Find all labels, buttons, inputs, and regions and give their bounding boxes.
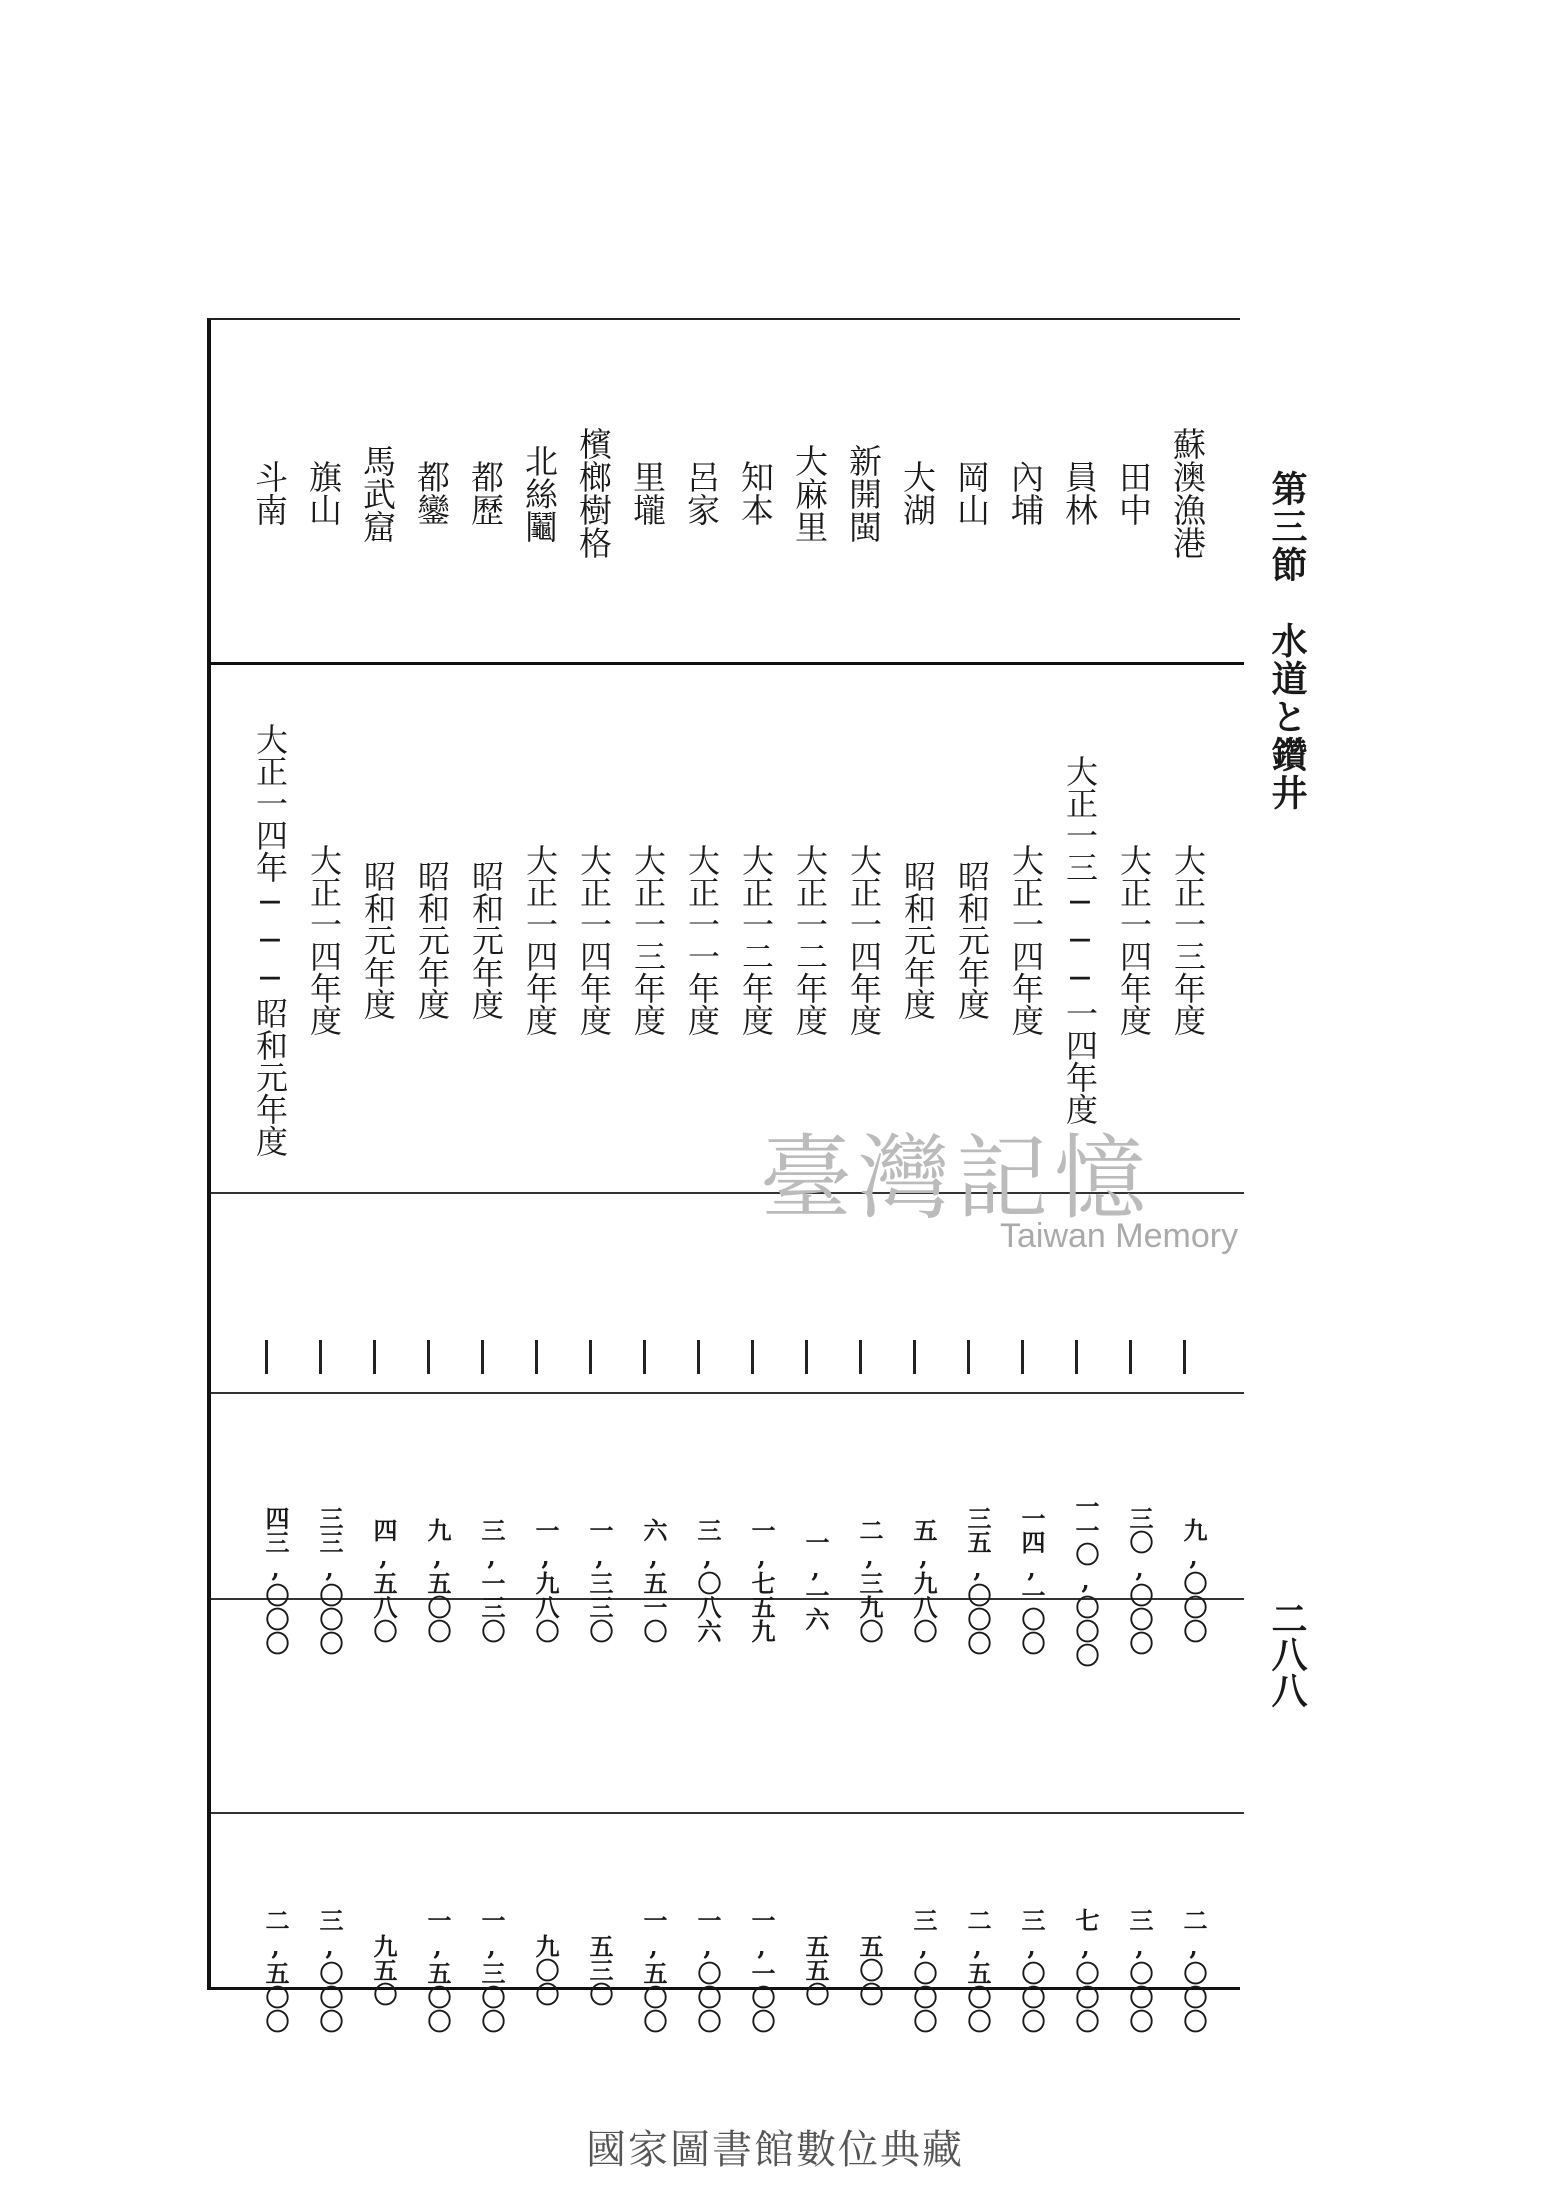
period: 昭和元年度 bbox=[413, 860, 451, 1020]
watermark-chinese: 臺灣記憶 bbox=[760, 1125, 1153, 1232]
dash-line bbox=[859, 1340, 862, 1374]
amount-primary: 一,三三〇 bbox=[585, 1517, 614, 1643]
period: 大正一四年度 bbox=[305, 844, 343, 1036]
amount-secondary: 九五〇 bbox=[369, 1934, 398, 2006]
amount-primary: 二,三九〇 bbox=[855, 1517, 884, 1643]
amount-primary: 九,五〇〇 bbox=[423, 1517, 452, 1643]
place-name: 呂家 bbox=[682, 460, 721, 526]
amount-primary: 三,〇八六 bbox=[693, 1517, 722, 1643]
place-name: 岡山 bbox=[952, 460, 991, 526]
place-name: 里壠 bbox=[628, 460, 667, 526]
table-column bbox=[347, 320, 401, 2006]
footer-library-name: 國家圖書館數位典藏 bbox=[586, 2127, 964, 2173]
amount-primary: 三三,〇〇〇 bbox=[315, 1505, 344, 1655]
amount-primary: 一四,一〇〇 bbox=[1017, 1505, 1046, 1655]
dash-line bbox=[913, 1340, 916, 1374]
period: 大正一四年度 bbox=[1115, 844, 1153, 1036]
watermark bbox=[760, 1105, 1240, 1265]
place-name: 都鑾 bbox=[412, 460, 451, 526]
place-name: 北絲鬮 bbox=[520, 443, 559, 543]
period: 大正一四年度 bbox=[575, 844, 613, 1036]
place-name: 新開閩 bbox=[844, 443, 883, 543]
dash-mark bbox=[455, 1340, 509, 1380]
dash-mark bbox=[239, 1340, 293, 1380]
dash-line bbox=[319, 1340, 322, 1374]
dash-mark bbox=[671, 1340, 725, 1380]
amount-secondary: 五三〇 bbox=[585, 1934, 614, 2006]
place-name: 內埔 bbox=[1006, 460, 1045, 526]
period: 大正一二年度 bbox=[791, 844, 829, 1036]
dash-line bbox=[643, 1340, 646, 1374]
period: 大正一四年───昭和元年度 bbox=[251, 723, 289, 1157]
place-name: 斗南 bbox=[250, 460, 289, 526]
amount-primary: 一,七五九 bbox=[747, 1517, 776, 1643]
dash-line bbox=[751, 1340, 754, 1374]
amount-primary: 一一〇,〇〇〇 bbox=[1071, 1493, 1100, 1667]
table-column bbox=[455, 320, 509, 2033]
table-column bbox=[401, 320, 455, 2033]
dash-mark bbox=[401, 1340, 455, 1380]
amount-primary: 六,五一〇 bbox=[639, 1517, 668, 1643]
page-number: 二八八 bbox=[1266, 1600, 1308, 1708]
dash-mark bbox=[779, 1340, 833, 1380]
amount-secondary: 一,五〇〇 bbox=[423, 1907, 452, 2033]
amount-secondary: 九〇〇 bbox=[531, 1934, 560, 2006]
dash-line bbox=[697, 1340, 700, 1374]
amount-primary: 三〇,〇〇〇 bbox=[1125, 1505, 1154, 1655]
amount-secondary: 三,〇〇〇 bbox=[909, 1907, 938, 2033]
dash-line bbox=[589, 1340, 592, 1374]
dash-line bbox=[535, 1340, 538, 1374]
dash-mark bbox=[725, 1340, 779, 1380]
dash-mark bbox=[833, 1340, 887, 1380]
amount-primary: 四三,〇〇〇 bbox=[261, 1505, 290, 1655]
table-column bbox=[563, 320, 617, 2006]
amount-secondary: 一,一〇〇 bbox=[747, 1907, 776, 2033]
amount-secondary: 二,〇〇〇 bbox=[1179, 1907, 1208, 2033]
dash-mark bbox=[563, 1340, 617, 1380]
dash-line bbox=[1021, 1340, 1024, 1374]
amount-primary: 三五,〇〇〇 bbox=[963, 1505, 992, 1655]
amount-secondary: 三,〇〇〇 bbox=[315, 1907, 344, 2033]
amount-secondary: 五五〇 bbox=[801, 1934, 830, 2006]
dash-line bbox=[967, 1340, 970, 1374]
section-title: 第三節 水道と鑽井 bbox=[1266, 470, 1308, 812]
place-name: 都歷 bbox=[466, 460, 505, 526]
period: 大正一三───一四年度 bbox=[1061, 755, 1099, 1125]
period: 大正一二年度 bbox=[737, 844, 775, 1036]
dash-mark bbox=[1157, 1340, 1211, 1380]
period: 大正一四年度 bbox=[521, 844, 559, 1036]
amount-secondary: 一,〇〇〇 bbox=[693, 1907, 722, 2033]
dash-mark bbox=[1103, 1340, 1157, 1380]
period: 大正一三年度 bbox=[629, 844, 667, 1036]
period: 大正一三年度 bbox=[1169, 844, 1207, 1036]
period: 昭和元年度 bbox=[359, 860, 397, 1020]
watermark-english: Taiwan Memory bbox=[1000, 1217, 1239, 1255]
dash-mark bbox=[941, 1340, 995, 1380]
dash-mark bbox=[617, 1340, 671, 1380]
dash-mark bbox=[1049, 1340, 1103, 1380]
place-name: 知本 bbox=[736, 460, 775, 526]
amount-primary: 五,九八〇 bbox=[909, 1517, 938, 1643]
period: 大正一一年度 bbox=[683, 844, 721, 1036]
amount-secondary: 三,〇〇〇 bbox=[1125, 1907, 1154, 2033]
period: 大正一四年度 bbox=[845, 844, 883, 1036]
period: 昭和元年度 bbox=[899, 860, 937, 1020]
amount-primary: 九,〇〇〇 bbox=[1179, 1517, 1208, 1643]
amount-primary: 三,一三〇 bbox=[477, 1517, 506, 1643]
dash-line bbox=[481, 1340, 484, 1374]
amount-primary: 一,一六 bbox=[801, 1529, 830, 1631]
place-name: 大湖 bbox=[898, 460, 937, 526]
amount-secondary: 一,三〇〇 bbox=[477, 1907, 506, 2033]
table-column bbox=[509, 320, 563, 2006]
amount-secondary: 五〇〇 bbox=[855, 1934, 884, 2006]
place-name: 旗山 bbox=[304, 460, 343, 526]
dash-mark bbox=[509, 1340, 563, 1380]
table-column bbox=[671, 320, 725, 2033]
dash-line bbox=[427, 1340, 430, 1374]
table-column bbox=[293, 320, 347, 2033]
amount-secondary: 二,五〇〇 bbox=[261, 1907, 290, 2033]
place-name: 田中 bbox=[1114, 460, 1153, 526]
amount-primary: 一,九八〇 bbox=[531, 1517, 560, 1643]
dash-line bbox=[1075, 1340, 1078, 1374]
place-name: 蘇澳漁港 bbox=[1168, 427, 1207, 559]
amount-secondary: 七,〇〇〇 bbox=[1071, 1907, 1100, 2033]
period: 昭和元年度 bbox=[953, 860, 991, 1020]
place-name: 大麻里 bbox=[790, 443, 829, 543]
dash-line bbox=[1129, 1340, 1132, 1374]
period: 大正一四年度 bbox=[1007, 844, 1045, 1036]
dash-line bbox=[805, 1340, 808, 1374]
amount-secondary: 一,五〇〇 bbox=[639, 1907, 668, 2033]
dash-line bbox=[373, 1340, 376, 1374]
dash-mark bbox=[293, 1340, 347, 1380]
amount-secondary: 三,〇〇〇 bbox=[1017, 1907, 1046, 2033]
period: 昭和元年度 bbox=[467, 860, 505, 1020]
dash-line bbox=[1183, 1340, 1186, 1374]
dash-mark bbox=[887, 1340, 941, 1380]
amount-secondary: 二,五〇〇 bbox=[963, 1907, 992, 2033]
place-name: 員林 bbox=[1060, 460, 1099, 526]
table-column bbox=[239, 320, 293, 2033]
amount-primary: 四,五八〇 bbox=[369, 1517, 398, 1643]
dash-line bbox=[265, 1340, 268, 1374]
place-name: 馬武窟 bbox=[358, 443, 397, 543]
table-column bbox=[617, 320, 671, 2033]
dash-mark bbox=[995, 1340, 1049, 1380]
dash-mark bbox=[347, 1340, 401, 1380]
place-name: 檳榔樹格 bbox=[574, 427, 613, 559]
